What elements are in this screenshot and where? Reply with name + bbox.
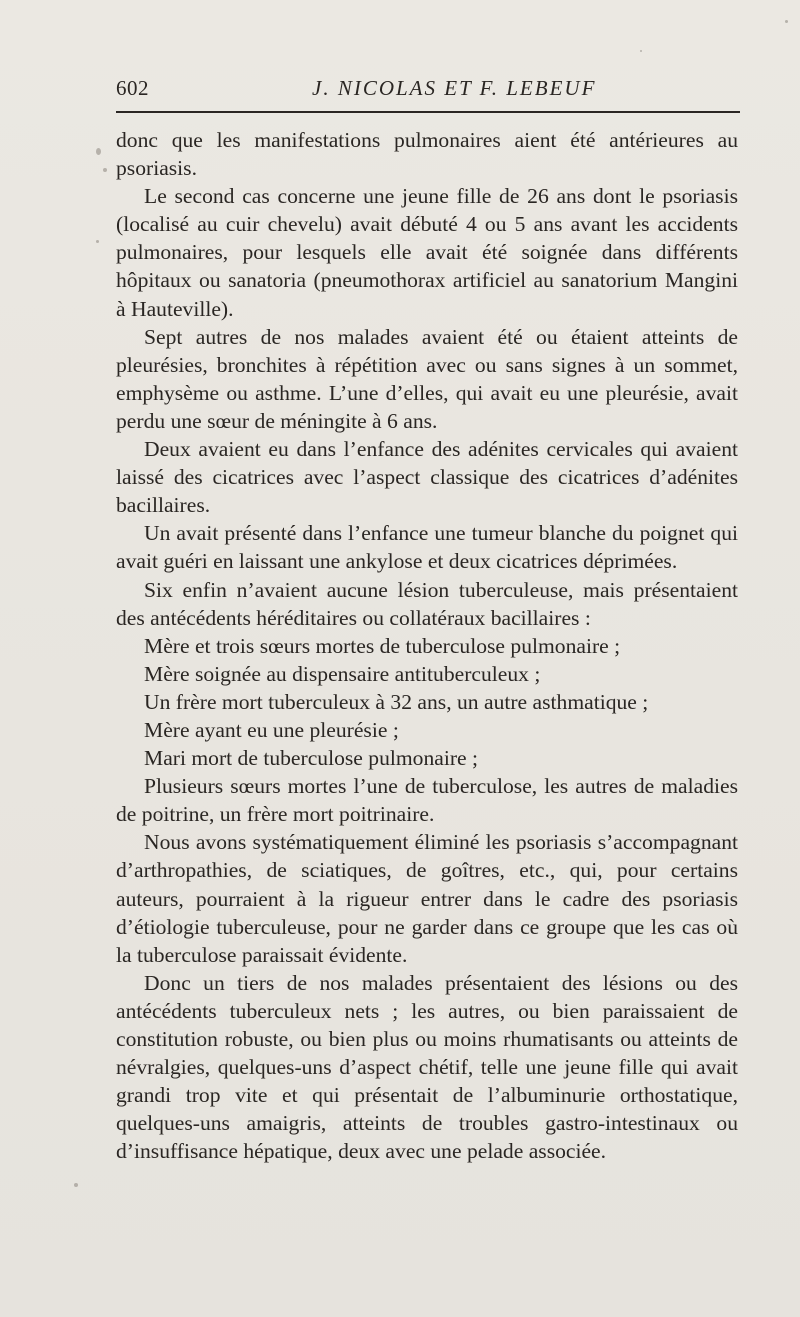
paper-speck [640, 50, 642, 52]
list-item: Un frère mort tuberculeux à 32 ans, un autre asthmatique ; [144, 689, 649, 714]
paragraph-several-sisters: Plusieurs sœurs mortes l’une de tuberculose, les autres de maladies de poitrine, un frère mort poitrinaire. [116, 774, 738, 827]
page-header [116, 76, 740, 102]
paragraph-second-case: Le second cas concerne une jeune fille de 26 ans dont le psoriasis (localisé au cuir chevelu) avait débuté 4 ou 5 ans avant les accidents pulmonaires, pour lesquels elle avait été soignée dans différents hôpitaux ou sanatoria (pneumothorax artificiel au sanatorium Mangini à Hauteville). [116, 184, 738, 321]
list-item: Mère ayant eu une pleurésie ; [144, 717, 399, 742]
page-number: 602 [116, 76, 149, 100]
paper-speck [103, 168, 107, 172]
list-item: Mère et trois sœurs mortes de tuberculose pulmonaire ; [144, 633, 621, 658]
paper-speck [785, 20, 788, 23]
paragraph-one-patient: Un avait présenté dans l’enfance une tumeur blanche du poignet qui avait guéri en laissant une ankylose et deux cicatrices déprimées. [116, 521, 738, 574]
list-item: Mari mort de tuberculose pulmonaire ; [144, 746, 479, 771]
list-item: Mère soignée au dispensaire antituberculeux ; [144, 661, 541, 686]
paper-speck [96, 148, 101, 155]
paragraph-conclusion: Donc un tiers de nos malades présentaient des lésions ou des antécédents tuberculeux nets ; les autres, ou bien paraissaient de constitution robuste, ou bien plus ou moins rhumatisants ou atteints de névralgies, quelques-uns d’aspect chétif, telle une jeune fille qui avait grandi trop vite et qui présentait de l’albuminurie orthostatique, quelques-uns amaigris, atteints de troubles gastro-intestinaux ou d’insuffisance hépatique, deux avec une pelade associée. [116, 970, 738, 1164]
paragraph-six-patients: Six enfin n’avaient aucune lésion tuberculeuse, mais présentaient des antécédents héréditaires ou collatéraux bacillaires : [116, 577, 738, 630]
body-text [116, 126, 738, 1165]
paragraph-seven-patients: Sept autres de nos malades avaient été ou étaient atteints de pleurésies, bronchites à répétition avec ou sans signes à un sommet, emphysème ou asthme. L’une d’elles, qui avait eu une pleurésie, avait perdu une sœur de méningite à 6 ans. [116, 324, 738, 433]
paper-speck [96, 240, 99, 243]
paragraph-elimination: Nous avons systématiquement éliminé les psoriasis s’accompagnant d’arthropathies, de sciatiques, de goîtres, etc., qui, pour certains auteurs, pourraient à la rigueur entrer dans le cadre des psoriasis d’étiologie tuberculeuse, pour ne garder dans ce groupe que les cas où la tuberculose paraissait évidente. [116, 830, 738, 967]
paper-speck [74, 1183, 78, 1187]
header-rule [116, 111, 740, 113]
running-head: J. NICOLAS ET F. LEBEUF [312, 76, 597, 100]
paragraph-continuation: donc que les manifestations pulmonaires aient été antérieures au psoriasis. [116, 128, 738, 181]
paragraph-two-patients: Deux avaient eu dans l’enfance des adénites cervicales qui avaient laissé des cicatrices avec l’aspect classique des cicatrices d’adénites bacillaires. [116, 437, 738, 518]
